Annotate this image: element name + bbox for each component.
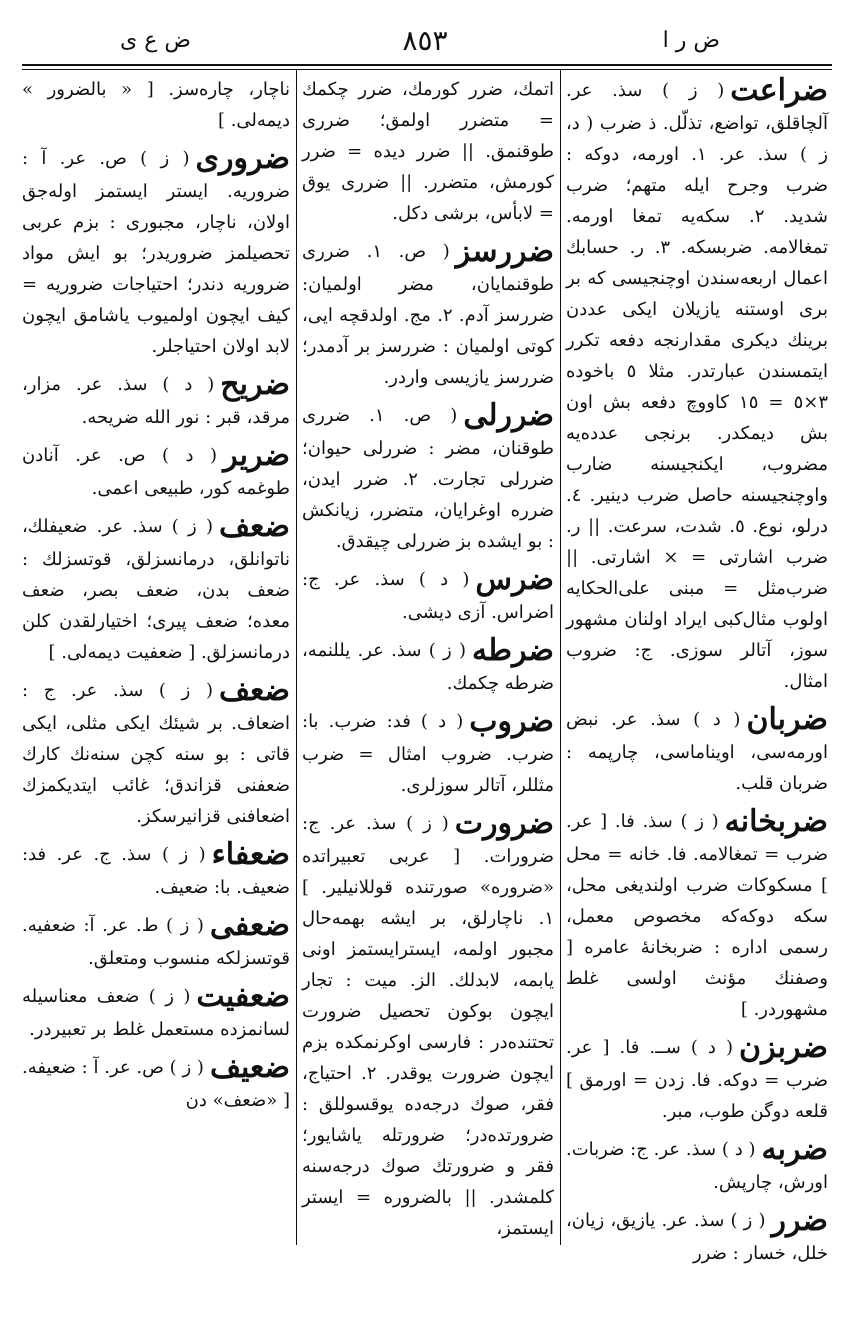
- dictionary-entry: [566, 805, 828, 1025]
- entry-headword: ضعف: [218, 673, 290, 708]
- dictionary-entry: [22, 142, 290, 362]
- entry-headword: ضرير: [223, 438, 290, 473]
- entry-headword: ضعفى: [209, 908, 290, 943]
- column-divider-right: [560, 70, 561, 1245]
- dictionary-entry: [302, 634, 554, 699]
- entry-headword: ضعفيت: [196, 979, 290, 1014]
- column-middle: [302, 74, 554, 1239]
- entry-definition: ( ز ) سذ. عر. يللنمه، ضرطه چكمك.: [302, 640, 554, 694]
- entry-headword: ضعفاء: [211, 837, 290, 872]
- column-left: [22, 74, 290, 1239]
- entry-headword: ضروب: [469, 704, 554, 739]
- entry-definition: اتمك، ضرر كورمك، ضرر چكمك = متضرر اولمق؛ ضررى طوقنمق. || ضرر ديده = ضرر كورمش، متضرر. || ضررى يوق = لابأس، برشى دكل.: [302, 79, 554, 224]
- entry-definition: ( ص. ١. ضررى طوقنان، مضر : ضررلى حيوان؛ ضررلى تجارت. ٢. ضرر ايدن، ضرره اوغرايان، متضرر، زيانكش : بو ايشده بز ضررلى چيقدق.: [302, 405, 555, 552]
- dictionary-entry: [566, 1133, 828, 1198]
- entry-headword: ضراعت: [730, 73, 828, 108]
- entry-definition: ( ز ) ص. عر. آ : ضروريه. ايستر ايستمز اوله‌جق اولان، ناچار، مجبورى : بزم عربى تحصيلمز ضروريدر؛ بو ايش مواد ضروريه دندر؛ احتياجات ضروريه = كيف ايچون اولميوب ياشامق ايچون لابد اولان احتياجلر.: [22, 148, 290, 357]
- dictionary-entry: [22, 1051, 290, 1116]
- column-divider-left: [296, 70, 297, 1245]
- dictionary-entry: [22, 909, 290, 974]
- header-rule: [22, 64, 832, 66]
- entry-headword: ضرر: [771, 1203, 828, 1238]
- dictionary-entry: [302, 705, 554, 801]
- entry-definition: ( د ) سذ. عر. ج: ضربات. اورش، چارپش.: [566, 1139, 828, 1193]
- page-number: ٨٥٣: [402, 24, 448, 57]
- entry-headword: ضريح: [220, 367, 290, 402]
- entry-headword: ضرورى: [195, 141, 290, 176]
- header-letters-left: ض ع ى: [120, 28, 191, 53]
- dictionary-entry: [22, 74, 290, 136]
- entry-headword: ضرورت: [454, 806, 554, 841]
- entry-definition: ( ز ) سذ. عر. يازيق، زيان، خلل، خسار : ضرر: [566, 1210, 828, 1264]
- dictionary-entry: [566, 1204, 828, 1269]
- dictionary-entry: [22, 510, 290, 668]
- entry-definition: ( د ) فد: ضرب. با: ضرب. ضروب امثال = ضرب مثللر، آتالر سوزلرى.: [302, 711, 554, 796]
- entry-headword: ضربزن: [739, 1030, 828, 1065]
- entry-definition: ( ز ) سذ. ج. عر. فد: ضعيف. با: ضعيف.: [22, 844, 290, 898]
- entry-definition: ( ز ) سذ. عر. ضعيفلك، ناتوانلق، درمانسزلق، قوتسزلك : ضعف بدن، ضعف بصر، ضعف معده؛ ضعف پيرى؛ اختيارلقدن كلن درمانسزلق. [ ضعفيت ديمه‌لى. ]: [22, 516, 290, 663]
- entry-headword: ضربه: [761, 1132, 828, 1167]
- dictionary-entry: [302, 399, 554, 557]
- entry-definition: ( ز ) سذ. عر. ج: ضرورات. [ عربى تعبيراتده «ضروره» صورتنده قوللانيلير. ] ١. ناچارلق، بر ايشه بهمه‌حال مجبور اولمه، ايسترايستمز اونى يابمه، لابدلك. الز. ميت : تجار ايچون بوكون تحصيل ضرورت تحتنده‌در : فارسى اوكرنمكده بزم ايچون ضرورت يوقدر. ٢. احتياج، فقر، صوك درجه‌ده يوقسوللق : ضرورتده‌در؛ ضرورتله ياشايور؛ فقر و ضرورتك صوك درجه‌سنه كلمشدر. || بالضروره = ايستر ايستمز،: [302, 813, 554, 1239]
- entry-headword: ضعيف: [209, 1050, 290, 1085]
- entry-definition: ( د ) ص. عر. آنادن طوغمه كور، طبيعى اعمى.: [22, 445, 290, 499]
- dictionary-entry: [22, 368, 290, 433]
- entry-definition: ( د ) سذ. عر. نبض اورمه‌سى، اويناماسى، چارپمه : ضربان قلب.: [566, 709, 828, 794]
- page-header: [20, 20, 830, 60]
- entry-headword: ضرطه: [472, 633, 554, 668]
- header-rule-thin: [22, 69, 832, 70]
- dictionary-entry: [566, 1031, 828, 1127]
- dictionary-entry: [566, 703, 828, 799]
- entry-headword: ضررسز: [455, 234, 554, 269]
- dictionary-entry: [302, 807, 554, 1244]
- entry-definition: ( د ) سذ. عر. مزار، مرقد، قبر : نور الله ضريحه.: [22, 374, 290, 428]
- dictionary-entry: [302, 235, 554, 393]
- entry-headword: ضعف: [218, 509, 290, 544]
- dictionary-entry: [302, 563, 554, 628]
- dictionary-entry: [22, 674, 290, 832]
- entry-definition: ( ز ) ص. عر. آ : ضعيفه. [ «ضعف» دن: [22, 1057, 290, 1111]
- header-letters-right: ض ر ا: [662, 28, 720, 53]
- entry-definition: ( ز ) سذ. فا. [ عر. ضرب = تمغالامه. فا. خانه = محل ] مسكوكات ضرب اولنديغى محل، سكه دوكه‌كه مخصوص معمل، رسمى اداره : ضربخانهٔ عامره [ وصفنك مؤنث اولسى غلط مشهوردر. ]: [566, 811, 828, 1020]
- entry-headword: ضرس: [475, 562, 554, 597]
- entry-definition: ( د ) سذ. عر. ج: اضراس. آزى ديشى.: [302, 569, 554, 623]
- dictionary-entry: [302, 74, 554, 229]
- column-right: [566, 73, 829, 1264]
- entry-definition: ( د ) ســ. فا. [ عر. ضرب = دوكه. فا. زدن = اورمق ] قلعه دوگن طوب، مبر.: [566, 1037, 828, 1122]
- dictionary-entry: [22, 838, 290, 903]
- dictionary-entry: [22, 439, 290, 504]
- entry-headword: ضربان: [746, 702, 828, 737]
- entry-definition: ( ز ) ط. عر. آ: ضعفيه. قوتسزلكه منسوب ومتعلق.: [22, 915, 290, 969]
- entry-definition: ( ز ) سذ. عر. ج : اضعاف. بر شيئك ايكى مثلى، ايكى قاتى : بو سنه كچن سنه‌نك كارك ضعفنى قزاندق؛ غائب ايتديكمزك اضعافنى قزانيرسكز.: [22, 680, 290, 827]
- entry-headword: ضربخانه: [724, 804, 828, 839]
- entry-definition: ( ص. ١. ضررى طوقنمايان، مضر اولميان: ضررسز آدم. ٢. مج. اولدقچه ايى، كوتى اولميان : ضررسز بر آدمدر؛ ضررسز يازيسى واردر.: [302, 241, 554, 388]
- dictionary-entry: [22, 980, 290, 1045]
- dictionary-entry: [566, 74, 828, 697]
- entry-definition: ناچار، چاره‌سز. [ « بالضرور » ديمه‌لى. ]: [22, 79, 290, 131]
- entry-headword: ضررلى: [463, 398, 554, 433]
- entry-definition: ( ز ) سذ. عر. آلچا‌قلق، تواضع، تذلّل. ذ ضرب ( د، ز ) سذ. عر. ١. اورمه، دوكه : ضرب وجرح ايله متهم؛ ضرب شديد. ٢. سكه‌يه تمغا اورمه. تمغالامه. ضربسكه. ٣. ر. حسابك اعمال اربعه‌سندن اوچنجيسى كه بر برى اوستنه يازيلان ايكى عددن برينك ديكرى مقدارنجه دفعه تكرر ايتمسندن عبارتدر. مثلا ٥ باخوده ٣×٥ = ١٥ كاووچ دفعه بش اون بش ديمكدر. برنجى عدده‌يه مضروب، ايكنجيسنه ضارب واوچنجيسنه حاصل ضرب دينير. ٤. درلو، نوع. ٥. شدت، سرعت. || ر. ضرب اشارتى = × اشارتى. || ضرب‌مثل = مبنى على‌الحكايه اولوب مثال‌كبى ايراد اولنان مشهور سوز، آتالر سوزى. ج: ضروب امثال.: [566, 80, 829, 692]
- entry-definition: ( ز ) ضعف معناسيله لسانمزده مستعمل غلط بر تعبيردر.: [22, 986, 290, 1040]
